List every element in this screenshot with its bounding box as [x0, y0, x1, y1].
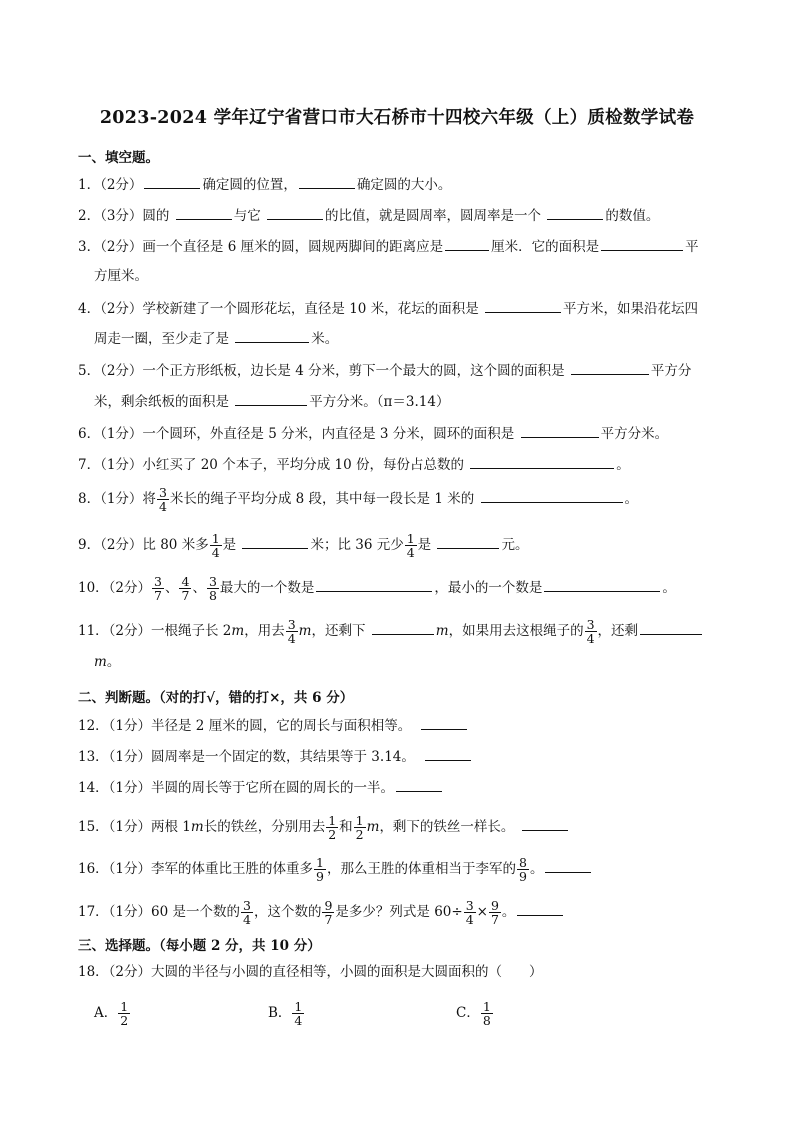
question-8: 8．（1分）将 $\frac{3}{4}$ 米长的绳子平均分成 8 段，其中每一段长是 1 米的 。: [78, 485, 639, 514]
section-heading-fill-in: 一、填空题。: [78, 150, 159, 166]
page-title: 2023-2024 学年辽宁省营口市大石桥市十四校六年级（上）质检数学试卷: [99, 108, 695, 128]
fraction: $\frac{3}{4}$: [287, 617, 296, 646]
fraction: $\frac{3}{4}$: [243, 898, 251, 927]
fraction: $\frac{1}{9}$: [316, 855, 324, 884]
question-5-continued: 米，剩余纸板的面积是 平方分米。（π＝3.14）: [94, 391, 449, 412]
answer-blank[interactable]: [299, 174, 355, 189]
question-4-continued: 周走一圈，至少走了是 米。: [94, 328, 338, 349]
question-5: 5．（2分）一个正方形纸板，边长是 4 分米，剪下一个最大的圆，这个圆的面积是 平方分: [78, 360, 691, 381]
question-14: 14．（1分）半圆的周长等于它所在圆的周长的一半。: [78, 777, 444, 798]
fraction: $\frac{1}{2}$: [328, 813, 337, 842]
answer-blank[interactable]: [437, 534, 499, 549]
fraction: $\frac{1}{2}$: [120, 999, 129, 1028]
fraction: $\frac{4}{7}$: [181, 574, 190, 603]
answer-blank[interactable]: [640, 620, 702, 635]
question-2: 2．（3分）圆的 与它 的比值，就是圆周率，圆周率是一个 的数值。: [78, 205, 659, 226]
question-11-continued: m。: [94, 654, 121, 670]
fraction: $\frac{3}{8}$: [208, 574, 217, 603]
answer-blank[interactable]: [547, 205, 603, 220]
answer-blank[interactable]: [485, 298, 561, 313]
fraction: $\frac{1}{4}$: [406, 531, 415, 560]
question-15: 15．（1分）两根 1m长的铁丝，分别用去 $\frac{1}{2}$ 和 $\frac{1}{2}$ m，剩下的铁丝一样长。: [78, 814, 570, 841]
answer-blank[interactable]: [481, 488, 623, 503]
section-heading-multiple-choice: 三、选择题。（每小题 2 分，共 10 分）: [78, 938, 321, 954]
answer-blank[interactable]: [242, 534, 308, 549]
question-3-continued: 方厘米。: [94, 268, 148, 284]
fraction: $\frac{8}{9}$: [518, 855, 527, 884]
answer-blank[interactable]: [522, 816, 568, 831]
option-a[interactable]: A． $\frac{1}{2}$: [94, 999, 129, 1028]
answer-blank[interactable]: [517, 901, 563, 916]
question-10: 10．（2分） $\frac{3}{7}$ 、 $\frac{4}{7}$ 、 $\frac{3}{8}$ 最大的一个数是 ，最小的一个数是 。: [78, 574, 676, 603]
question-16: 16．（1分）李军的体重比王胜的体重多 $\frac{1}{9}$ ，那么王胜的体重相当于李军的 $\frac{8}{9}$ 。: [78, 856, 593, 883]
answer-blank[interactable]: [521, 423, 599, 438]
answer-blank[interactable]: [144, 174, 200, 189]
question-4: 4．（2分）学校新建了一个圆形花坛，直径是 10 米，花坛的面积是 平方米，如果沿花坛四: [78, 298, 698, 319]
answer-blank[interactable]: [571, 360, 649, 375]
answer-blank[interactable]: [316, 577, 432, 592]
answer-blank[interactable]: [445, 236, 489, 251]
option-c[interactable]: C． $\frac{1}{8}$: [456, 999, 491, 1028]
fraction: $\frac{1}{4}$: [294, 999, 303, 1028]
fraction: $\frac{9}{7}$: [490, 898, 499, 927]
question-1: 1．（2分） 确定圆的位置， 确定圆的大小。: [78, 174, 451, 195]
option-b[interactable]: B． $\frac{1}{4}$: [268, 999, 303, 1028]
fraction: $\frac{1}{2}$: [355, 813, 364, 842]
question-6: 6．（1分）一个圆环，外直径是 5 分米，内直径是 3 分米，圆环的面积是 平方分米。: [78, 423, 668, 444]
fraction: $\frac{3}{4}$: [158, 485, 167, 514]
answer-blank[interactable]: [421, 715, 467, 730]
fraction: $\frac{1}{4}$: [211, 531, 220, 560]
answer-blank[interactable]: [601, 236, 683, 251]
question-17: 17．（1分）60 是一个数的 $\frac{3}{4}$ ，这个数的 $\frac{9}{7}$ 是多少？列式是 60÷ $\frac{3}{4}$ × $\frac{9}{7}$ 。: [78, 899, 565, 926]
answer-blank[interactable]: [470, 454, 614, 469]
question-3: 3．（2分）画一个直径是 6 厘米的圆，圆规两脚间的距离应是 厘米．它的面积是 平: [78, 236, 699, 257]
answer-blank[interactable]: [545, 858, 591, 873]
section-heading-true-false: 二、判断题。（对的打√，错的打×，共 6 分）: [78, 690, 354, 706]
answer-blank[interactable]: [372, 620, 434, 635]
answer-blank[interactable]: [235, 391, 307, 406]
fraction: $\frac{3}{7}$: [154, 574, 162, 603]
question-18: 18．（2分）大圆的半径与小圆的直径相等，小圆的面积是大圆面积的（ ）: [78, 964, 543, 980]
question-9: 9．（2分）比 80 米多 $\frac{1}{4}$ 是 米；比 36 元少 $\frac{1}{4}$ 是 元。: [78, 531, 529, 560]
fraction: $\frac{3}{4}$: [586, 617, 595, 646]
question-7: 7．（1分）小红买了 20 个本子，平均分成 10 份，每份占总数的 。: [78, 454, 630, 475]
answer-blank[interactable]: [267, 205, 323, 220]
question-12: 12．（1分）半径是 2 厘米的圆，它的周长与面积相等。: [78, 715, 469, 736]
fraction: $\frac{9}{7}$: [324, 898, 333, 927]
answer-blank[interactable]: [425, 746, 471, 761]
answer-blank[interactable]: [396, 777, 442, 792]
question-11: 11．（2分）一根绳子长 2m，用去 $\frac{3}{4}$ m，还剩下 m，如果用去这根绳子的 $\frac{3}{4}$ ，还剩: [78, 618, 704, 645]
answer-blank[interactable]: [544, 577, 660, 592]
answer-blank[interactable]: [176, 205, 232, 220]
fraction: $\frac{1}{8}$: [482, 999, 491, 1028]
fraction: $\frac{3}{4}$: [465, 898, 474, 927]
question-13: 13．（1分）圆周率是一个固定的数，其结果等于 3.14。: [78, 746, 473, 767]
answer-blank[interactable]: [235, 328, 309, 343]
